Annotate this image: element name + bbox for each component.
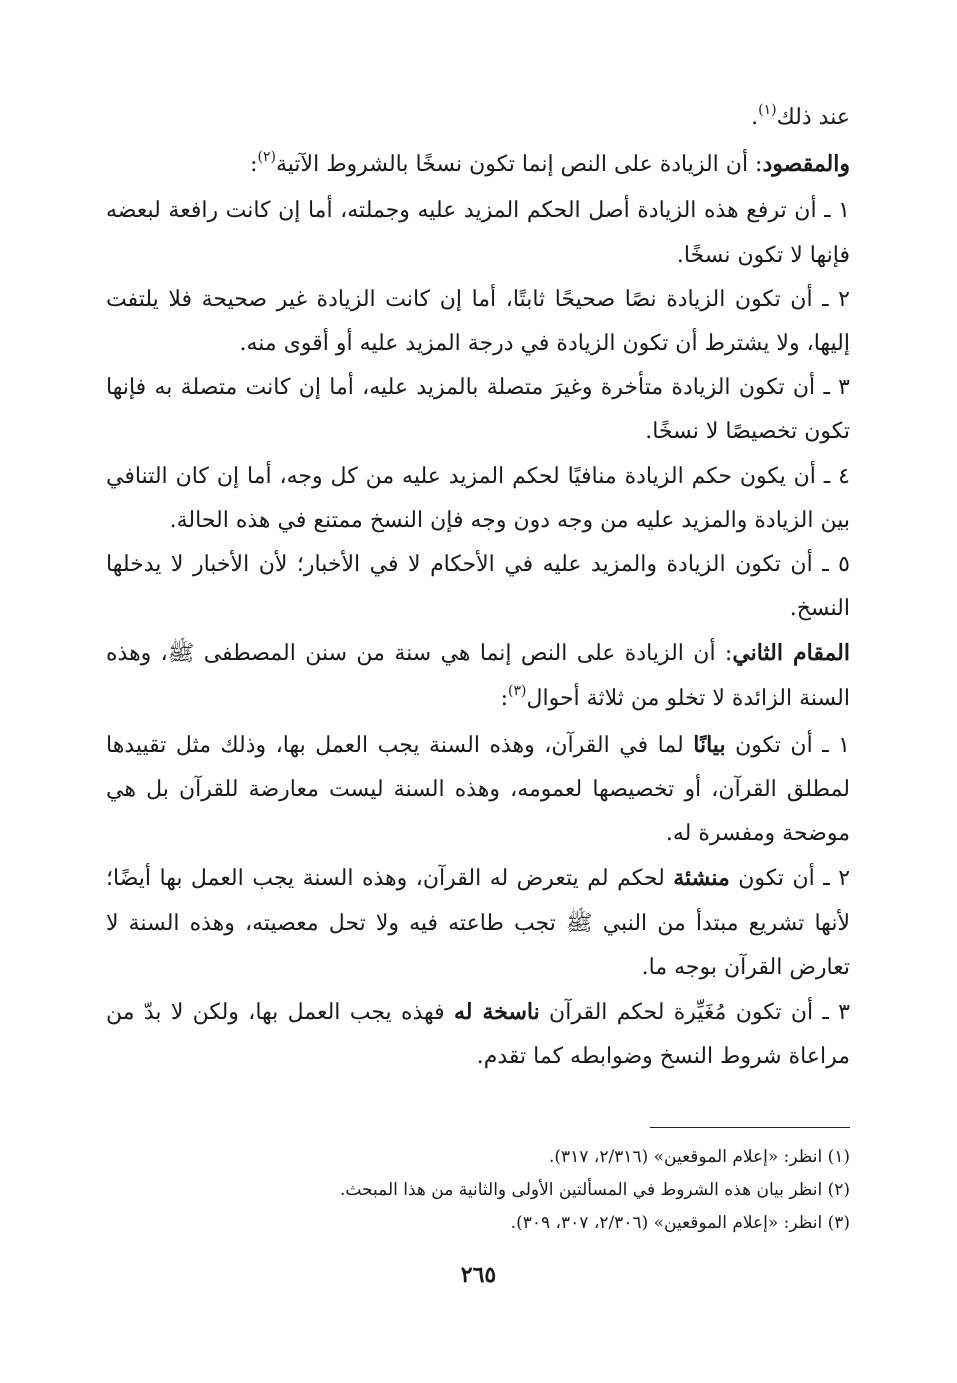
paragraph-maqsud bbox=[106, 142, 850, 189]
bold-term: منشئة bbox=[673, 865, 730, 892]
text-span: عند ذلك bbox=[776, 105, 850, 130]
paragraph-maqam-thani bbox=[106, 631, 850, 722]
footnote-divider bbox=[650, 1127, 850, 1128]
sunnah-case-1 bbox=[106, 723, 850, 857]
paragraph-intro-end bbox=[106, 96, 850, 142]
text-span: . bbox=[751, 105, 759, 130]
page-number: ٢٦٥ bbox=[460, 1262, 497, 1288]
condition-3: ٣ ـ أن تكون الزيادة متأخرة وغيرَ متصلة بالمزيد عليه، أما إن كانت متصلة به فإنها تكون تخصيصًا لا نسخًا. bbox=[106, 375, 850, 445]
footnote-3: (٣) انظر: «إعلام الموقعين» (٢/٣٠٦، ٣٠٧، ٣٠٩). bbox=[510, 1213, 850, 1233]
text-span: : أن الزيادة على النص إنما تكون نسخًا بالشروط الآتية bbox=[276, 152, 763, 178]
footnotes bbox=[106, 1141, 850, 1240]
footnote-2: (٢) انظر بيان هذه الشروط في المسألتين الأولى والثانية من هذا المبحث. bbox=[339, 1180, 850, 1200]
condition-1: ١ ـ أن ترفع هذه الزيادة أصل الحكم المزيد عليه وجملته، أما إن كانت رافعة لبعضه فإنها لا تكون نسخًا. bbox=[106, 198, 850, 268]
text-span: : bbox=[250, 152, 258, 178]
condition-4: ٤ ـ أن يكون حكم الزيادة منافيًا لحكم المزيد عليه من كل وجه، أما إن كان التنافي بين الزيادة والمزيد عليه من وجه دون وجه فإن النسخ ممتنع في هذه الحالة. bbox=[106, 463, 850, 533]
body-text bbox=[106, 96, 850, 1079]
footnote-marker: (١) bbox=[758, 102, 777, 118]
text-span: لما في القرآن، وهذه السنة يجب العمل بها، وذلك مثل تقييدها لمطلق القرآن، أو تخصيصها لعمومه، وهذه السنة ليست معارضة للقرآن بل هي موضحة ومفسرة له. bbox=[106, 732, 850, 847]
bold-term: ناسخة له bbox=[454, 999, 540, 1026]
condition-5: ٥ ـ أن تكون الزيادة والمزيد عليه في الأحكام لا في الأخبار؛ لأن الأخبار لا يدخلها النسخ. bbox=[106, 552, 850, 622]
text-span: ١ ـ أن تكون bbox=[725, 732, 850, 758]
bold-term: المقام الثاني bbox=[732, 640, 850, 667]
text-span: فهذه يجب العمل بها، ولكن لا بدّ من مراعاة شروط النسخ وضوابطه كما تقدم. bbox=[106, 1000, 850, 1070]
text-span: : أن الزيادة على النص إنما هي سنة من سنن المصطفى ﷺ، وهذه السنة الزائدة لا تخلو من ثلاثة أحوال bbox=[106, 641, 850, 711]
footnote-1: (١) انظر: «إعلام الموقعين» (٢/٣١٦، ٣١٧). bbox=[548, 1147, 850, 1167]
sunnah-case-3 bbox=[106, 990, 850, 1079]
footnote-marker: (٣) bbox=[508, 682, 527, 699]
text-span: لحكم لم يتعرض له القرآن، وهذه السنة يجب العمل بها أيضًا؛ لأنها تشريع مبتدأ من النبي ﷺ تجب طاعته فيه ولا تحل معصيته، وهذه السنة لا تعارض القرآن بوجه ما. bbox=[106, 866, 850, 980]
sunnah-case-2 bbox=[106, 856, 850, 990]
footnote-marker: (٢) bbox=[257, 149, 276, 166]
bold-term: بيانًا bbox=[693, 731, 726, 758]
condition-2: ٢ ـ أن تكون الزيادة نصًا صحيحًا ثابتًا، أما إن كانت الزيادة غير صحيحة فلا يلتفت إليها، ولا يشترط أن تكون الزيادة في درجة المزيد عليه أو أقوى منه. bbox=[106, 286, 850, 357]
bold-term: والمقصود bbox=[762, 151, 850, 178]
text-span: ٢ ـ أن تكون bbox=[729, 866, 851, 892]
text-span: : bbox=[500, 685, 509, 711]
text-span: ٣ ـ أن تكون مُغَيِّرة لحكم القرآن bbox=[539, 1000, 850, 1026]
